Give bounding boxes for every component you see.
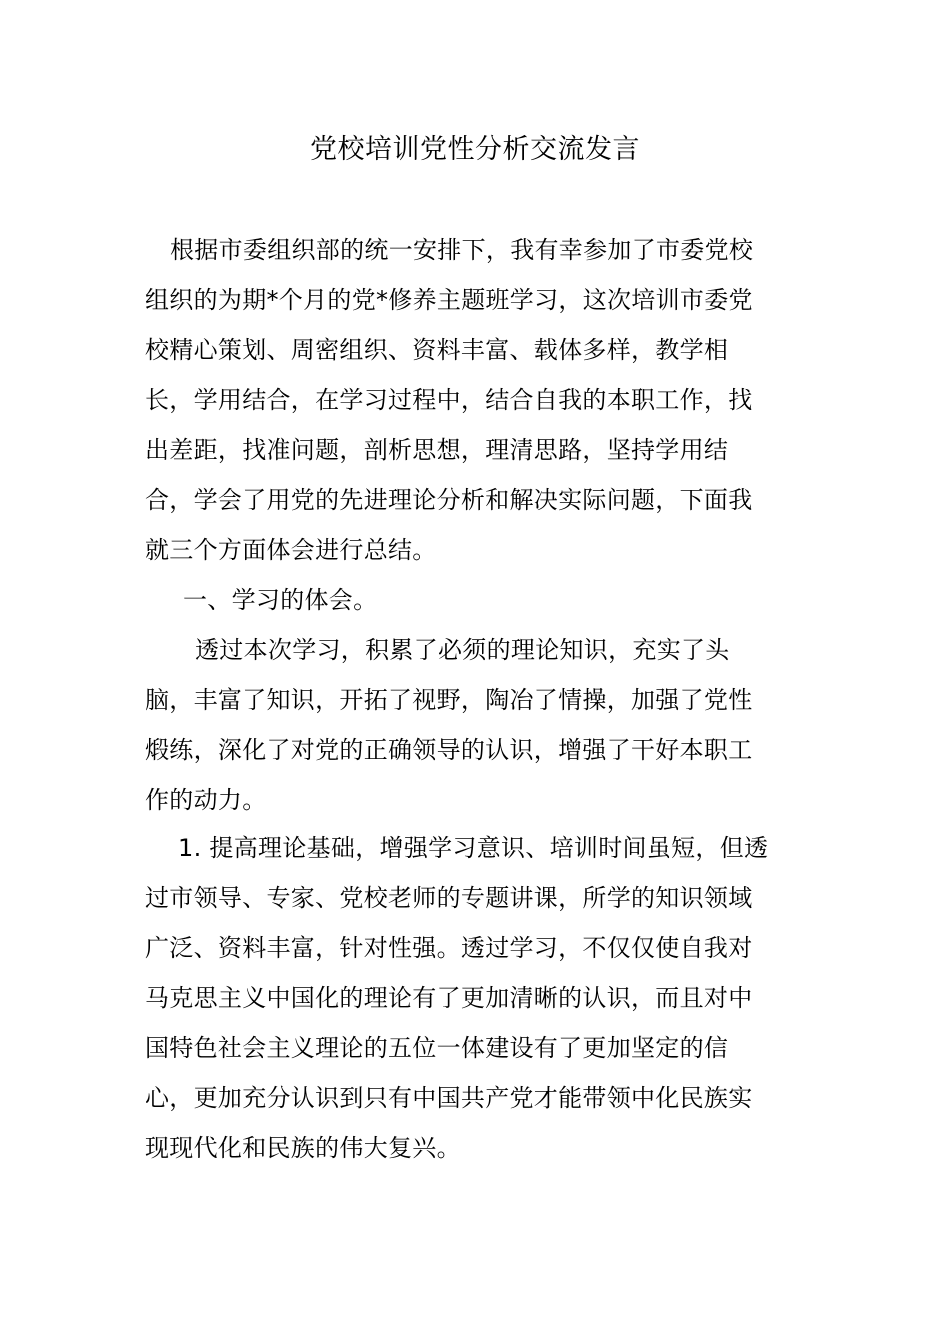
- paragraph-line: 国特色社会主义理论的五位一体建设有了更加坚定的信: [145, 1034, 729, 1062]
- document-title: 党校培训党性分析交流发言: [310, 134, 640, 165]
- paragraph-line: 出差距，找准问题，剖析思想，理清思路，坚持学用结: [145, 436, 729, 464]
- paragraph-line: 校精心策划、周密组织、资料丰富、载体多样，教学相: [145, 336, 729, 364]
- paragraph-line: 组织的为期*个月的党*修养主题班学习，这次培训市委党: [145, 286, 753, 314]
- paragraph-line: 根据市委组织部的统一安排下，我有幸参加了市委党校: [170, 236, 754, 264]
- paragraph-line: 1. 提高理论基础，增强学习意识、培训时间虽短，但透: [178, 834, 769, 862]
- paragraph-line: 脑，丰富了知识，开拓了视野，陶冶了情操，加强了党性: [145, 686, 753, 714]
- paragraph-line: 就三个方面体会进行总结。: [145, 536, 437, 564]
- paragraph-line: 过市领导、专家、党校老师的专题讲课，所学的知识领域: [145, 884, 753, 912]
- paragraph-line: 煅练，深化了对党的正确领导的认识，增强了干好本职工: [145, 736, 753, 764]
- paragraph-line: 广泛、资料丰富，针对性强。透过学习，不仅仅使自我对: [145, 934, 753, 962]
- paragraph-line: 现现代化和民族的伟大复兴。: [145, 1134, 461, 1162]
- paragraph-line: 透过本次学习，积累了必须的理论知识，充实了头: [195, 636, 730, 664]
- paragraph-line: 合，学会了用党的先进理论分析和解决实际问题，下面我: [145, 486, 753, 514]
- paragraph-line: 作的动力。: [145, 786, 267, 814]
- section-heading: 一、学习的体会。: [183, 586, 378, 614]
- paragraph-line: 马克思主义中国化的理论有了更加清晰的认识，而且对中: [145, 984, 753, 1012]
- paragraph-line: 长，学用结合，在学习过程中，结合自我的本职工作，找: [145, 386, 753, 414]
- paragraph-line: 心，更加充分认识到只有中国共产党才能带领中化民族实: [145, 1084, 753, 1112]
